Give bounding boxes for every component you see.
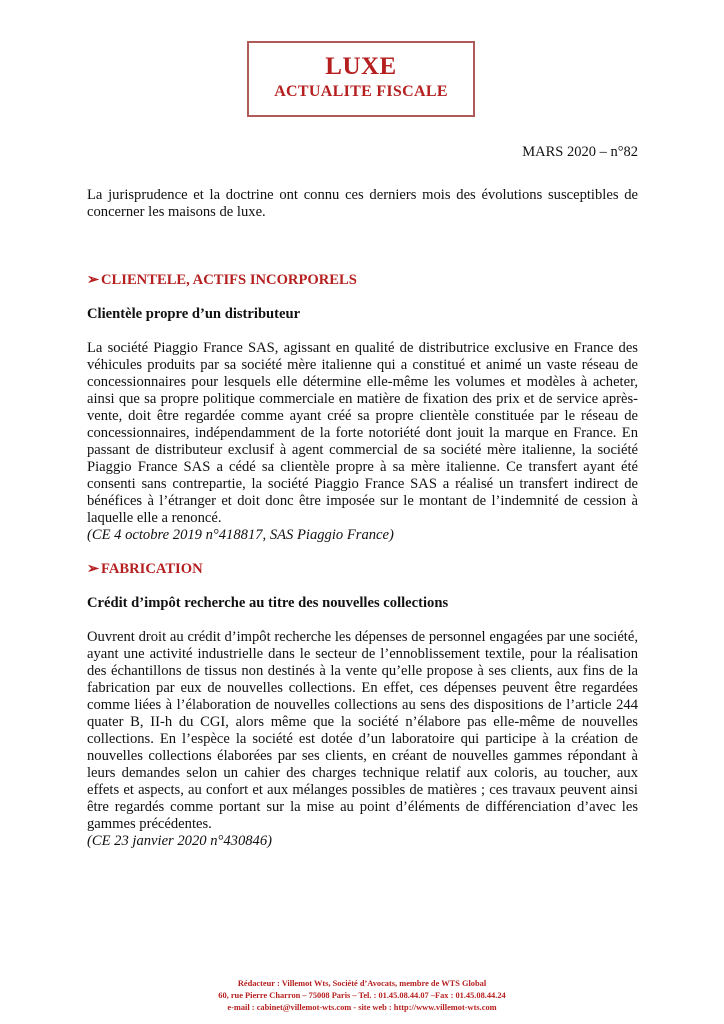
document-body bbox=[87, 187, 638, 850]
intro-paragraph: La jurisprudence et la doctrine ont connu ces derniers mois des évolutions susceptibles de concerner les maisons de luxe. bbox=[87, 187, 638, 220]
footer-address-line: 60, rue Pierre Charron – 75008 Paris – Tel. : 01.45.08.44.07 –Fax : 01.45.08.44.24 bbox=[218, 991, 506, 1000]
section-heading-fabrication bbox=[87, 561, 638, 578]
arrow-bullet-icon: ➢ bbox=[87, 272, 100, 288]
subheading-fabrication: Crédit d’impôt recherche au titre des nouvelles collections bbox=[87, 595, 449, 611]
footer-contact-line: e-mail : cabinet@villemot-wts.com - site web : http://www.villemot-wts.com bbox=[227, 1003, 497, 1012]
arrow-bullet-icon: ➢ bbox=[87, 561, 100, 577]
masthead-title: LUXE bbox=[325, 53, 397, 80]
section-heading-label: CLIENTELE, ACTIFS INCORPORELS bbox=[101, 272, 357, 288]
masthead-subtitle: ACTUALITE FISCALE bbox=[274, 83, 448, 100]
footer bbox=[0, 978, 724, 1014]
subheading-clientele: Clientèle propre d’un distributeur bbox=[87, 306, 301, 322]
citation-fabrication: (CE 23 janvier 2020 n°430846) bbox=[87, 833, 272, 849]
citation-clientele: (CE 4 octobre 2019 n°418817, SAS Piaggio France) bbox=[87, 527, 394, 543]
masthead-box bbox=[247, 41, 475, 117]
issue-date: MARS 2020 – n°82 bbox=[522, 144, 638, 160]
section-heading-clientele bbox=[87, 272, 638, 289]
footer-editor-line: Rédacteur : Villemot Wts, Société d’Avocats, membre de WTS Global bbox=[237, 979, 487, 988]
section-heading-label: FABRICATION bbox=[101, 561, 203, 577]
paragraph-fabrication: Ouvrent droit au crédit d’impôt recherche les dépenses de personnel engagées par une société, ayant une activité industrielle dans le secteur de l’ennoblissement textile, pour la réalisation des échantillons de tissus non destinés à la vente qu’elle propose à ses clients, aux fins de la fabrication par eux de nouvelles collections. En effet, ces dépenses peuvent être regardées comme liées à l’élaboration de nouvelles collections au sens des dispositions de l’article 244 quater B, II-h du CGI, alors même que la société n’élabore pas elle-même de nouvelles collections. En l’espèce la société est dotée d’un laboratoire qui participe à la création de nouvelles collections élaborées par ses clients, en créant de nouvelles gammes répondant à leurs demandes selon un cahier des charges technique relatif aux coloris, au toucher, aux effets et aspects, au confort et aux mélanges possibles de matières ; ces travaux peuvent ainsi être regardés comme portant sur la mise au point d’éléments de différenciation d’avec les gammes précédentes. bbox=[87, 629, 638, 832]
paragraph-clientele: La société Piaggio France SAS, agissant en qualité de distributrice exclusive en France des véhicules produits par sa société mère italienne qui a constitué et animé un vaste réseau de concessionnaires pour lesquels elle détermine elle-même les volumes et modèles à acheter, ainsi que sa propre politique commerciale en matière de fixation des prix et de service après-vente, doit être regardée comme ayant créé sa propre clientèle constituée par le réseau de concessionnaires, indépendamment de la forte notoriété dont jouit la marque en France. En passant de distributeur exclusif à agent commercial de sa société mère italienne, la société Piaggio France SAS a cédé sa clientèle propre à sa mère italienne. Ce transfert ayant été consenti sans contrepartie, la société Piaggio France SAS a réalisé un transfert indirect de bénéfices à l’étranger et doit donc être imposée sur le montant de l’indemnité de cession à laquelle elle a renoncé. bbox=[87, 340, 638, 526]
